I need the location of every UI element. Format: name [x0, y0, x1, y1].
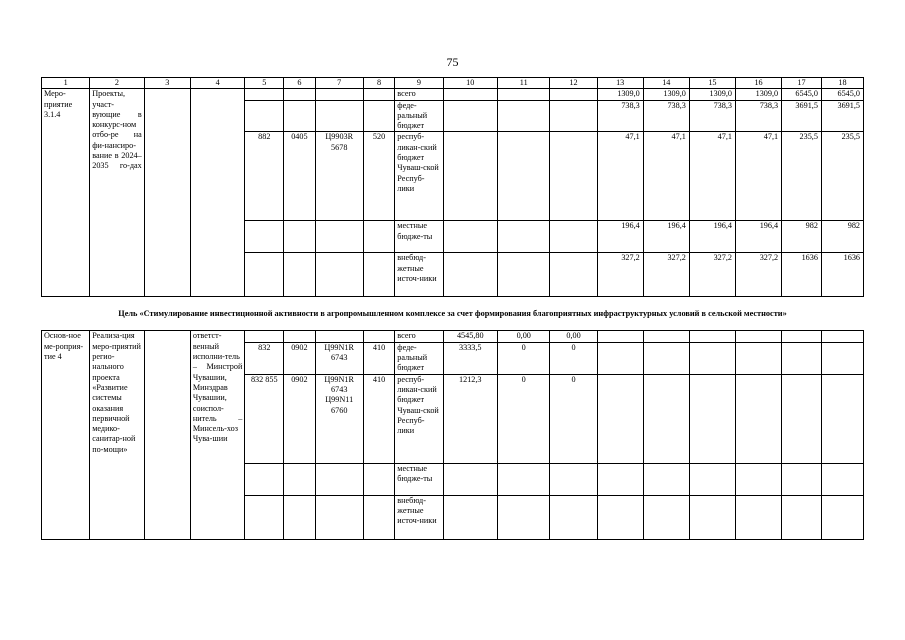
- cell: [363, 495, 394, 539]
- value-cell: 1309,0: [735, 89, 781, 100]
- value-cell: 196,4: [597, 221, 643, 253]
- cell: [443, 132, 498, 221]
- value-cell: 3691,5: [782, 100, 822, 132]
- empty-cell: [190, 89, 245, 297]
- cell: [315, 463, 363, 495]
- value-cell: 0: [550, 374, 597, 463]
- value-cell: 327,2: [597, 253, 643, 297]
- cell: [315, 89, 363, 100]
- budget-table: [41, 77, 864, 540]
- column-header-11: 11: [498, 78, 550, 89]
- value-cell: 327,2: [643, 253, 689, 297]
- cell: [245, 221, 284, 253]
- value-cell: 738,3: [643, 100, 689, 132]
- cell: 520: [363, 132, 394, 221]
- cell: [643, 342, 689, 374]
- empty-cell: [144, 331, 190, 539]
- goal-row: [42, 297, 864, 331]
- cell: [689, 342, 735, 374]
- column-header-18: 18: [821, 78, 863, 89]
- source-cell: феде-ральный бюджет: [395, 100, 443, 132]
- cell: [689, 463, 735, 495]
- measure-code: Меро-приятие 3.1.4: [42, 89, 90, 297]
- cell: [245, 89, 284, 100]
- cell: [498, 100, 550, 132]
- cell: [363, 221, 394, 253]
- cell: [735, 331, 781, 342]
- column-header-8: 8: [363, 78, 394, 89]
- cell: [498, 221, 550, 253]
- cell: 882: [245, 132, 284, 221]
- cell: [245, 331, 284, 342]
- value-cell: 0: [498, 342, 550, 374]
- cell: [689, 331, 735, 342]
- cell: [443, 89, 498, 100]
- cell: 832 855: [245, 374, 284, 463]
- value-cell: 47,1: [735, 132, 781, 221]
- cell: [821, 495, 863, 539]
- cell: [363, 253, 394, 297]
- column-header-7: 7: [315, 78, 363, 89]
- cell: [363, 89, 394, 100]
- value-cell: 196,4: [643, 221, 689, 253]
- source-cell: местные бюдже-ты: [395, 463, 443, 495]
- cell: [284, 253, 315, 297]
- value-cell: 0,00: [498, 331, 550, 342]
- value-cell: 1636: [821, 253, 863, 297]
- source-cell: респуб-ликан-ский бюджет Чуваш-ской Респуб-лики: [395, 374, 443, 463]
- cell: [550, 100, 597, 132]
- value-cell: 3333,5: [443, 342, 498, 374]
- cell: [689, 374, 735, 463]
- cell: 410: [363, 342, 394, 374]
- column-header-12: 12: [550, 78, 597, 89]
- cell: [315, 221, 363, 253]
- value-cell: 196,4: [735, 221, 781, 253]
- cell: 832: [245, 342, 284, 374]
- source-cell: феде-ральный бюджет: [395, 342, 443, 374]
- cell: [443, 253, 498, 297]
- value-cell: 6545,0: [821, 89, 863, 100]
- value-cell: 196,4: [689, 221, 735, 253]
- cell: [315, 253, 363, 297]
- cell: [597, 331, 643, 342]
- value-cell: 47,1: [689, 132, 735, 221]
- value-cell: [443, 495, 498, 539]
- column-header-14: 14: [643, 78, 689, 89]
- column-header-6: 6: [284, 78, 315, 89]
- cell: [284, 331, 315, 342]
- cell: [498, 132, 550, 221]
- header-row: [42, 78, 864, 89]
- cell: [821, 463, 863, 495]
- cell: [550, 221, 597, 253]
- value-cell: 738,3: [597, 100, 643, 132]
- value-cell: [498, 463, 550, 495]
- value-cell: 327,2: [735, 253, 781, 297]
- column-header-1: 1: [42, 78, 90, 89]
- value-cell: 1309,0: [597, 89, 643, 100]
- column-header-17: 17: [782, 78, 822, 89]
- source-cell: внебюд-жетные источ-ники: [395, 253, 443, 297]
- value-cell: 738,3: [689, 100, 735, 132]
- goal-heading: Цель «Стимулирование инвестиционной активности в агропромышленном комплексе за счет формирования благоприятных инфраструктурных условий в сельской местности»: [42, 297, 864, 331]
- value-cell: 1309,0: [643, 89, 689, 100]
- responsible-executor: ответст-венный исполни-тель – Минстрой Чувашии, Минздрав Чувашии, соиспол-нитель – Минсель-хоз Чува-шии: [190, 331, 245, 539]
- cell: Ц9903R 5678: [315, 132, 363, 221]
- value-cell: 6545,0: [782, 89, 822, 100]
- cell: [284, 221, 315, 253]
- source-cell: всего: [395, 89, 443, 100]
- cell: [597, 342, 643, 374]
- value-cell: 327,2: [689, 253, 735, 297]
- cell: [315, 100, 363, 132]
- cell: [821, 331, 863, 342]
- cell: 410: [363, 374, 394, 463]
- value-cell: 47,1: [643, 132, 689, 221]
- cell: [735, 463, 781, 495]
- cell: [550, 89, 597, 100]
- value-cell: [498, 495, 550, 539]
- value-cell: [550, 495, 597, 539]
- value-cell: 4545,80: [443, 331, 498, 342]
- cell: [821, 374, 863, 463]
- source-cell: респуб-ликан-ский бюджет Чуваш-ской Респуб-лики: [395, 132, 443, 221]
- cell: [498, 253, 550, 297]
- cell: [363, 331, 394, 342]
- cell: [284, 463, 315, 495]
- column-header-3: 3: [144, 78, 190, 89]
- value-cell: 1309,0: [689, 89, 735, 100]
- column-header-5: 5: [245, 78, 284, 89]
- cell: [284, 100, 315, 132]
- cell: [821, 342, 863, 374]
- cell: [284, 495, 315, 539]
- column-header-10: 10: [443, 78, 498, 89]
- value-cell: 235,5: [821, 132, 863, 221]
- value-cell: 0: [550, 342, 597, 374]
- cell: [550, 253, 597, 297]
- cell: [782, 331, 822, 342]
- cell: [735, 342, 781, 374]
- cell: Ц99N1R 6743 Ц99N11 6760: [315, 374, 363, 463]
- cell: [597, 463, 643, 495]
- measure-name: Реализа-ция меро-приятий регио-нального проекта «Развитие системы оказания первичной медико-санитар-ной по-мощи»: [90, 331, 145, 539]
- cell: [315, 331, 363, 342]
- value-cell: 0,00: [550, 331, 597, 342]
- cell: [597, 495, 643, 539]
- cell: [643, 331, 689, 342]
- cell: [443, 100, 498, 132]
- cell: [643, 495, 689, 539]
- column-header-13: 13: [597, 78, 643, 89]
- cell: [245, 495, 284, 539]
- cell: [550, 132, 597, 221]
- cell: [643, 463, 689, 495]
- value-cell: [550, 463, 597, 495]
- cell: 0902: [284, 374, 315, 463]
- value-cell: 0: [498, 374, 550, 463]
- source-cell: внебюд-жетные источ-ники: [395, 495, 443, 539]
- table-row: [42, 89, 864, 100]
- cell: [363, 463, 394, 495]
- cell: 0405: [284, 132, 315, 221]
- value-cell: [443, 463, 498, 495]
- cell: [498, 89, 550, 100]
- cell: [245, 253, 284, 297]
- measure-code: Основ-ное ме-роприя-тие 4: [42, 331, 90, 539]
- value-cell: 3691,5: [821, 100, 863, 132]
- cell: [782, 495, 822, 539]
- value-cell: 1636: [782, 253, 822, 297]
- cell: [689, 495, 735, 539]
- value-cell: 982: [782, 221, 822, 253]
- value-cell: 235,5: [782, 132, 822, 221]
- column-header-9: 9: [395, 78, 443, 89]
- cell: Ц99N1R 6743: [315, 342, 363, 374]
- cell: [284, 89, 315, 100]
- source-cell: всего: [395, 331, 443, 342]
- cell: [735, 374, 781, 463]
- cell: [735, 495, 781, 539]
- cell: [315, 495, 363, 539]
- measure-name: Проекты, участ-вующие в конкурс-ном отбо-ре на фи-нансиро-вание в 2024–2035 го-дах: [90, 89, 145, 297]
- cell: [782, 463, 822, 495]
- column-header-4: 4: [190, 78, 245, 89]
- column-header-16: 16: [735, 78, 781, 89]
- empty-cell: [144, 89, 190, 297]
- cell: [245, 463, 284, 495]
- cell: [643, 374, 689, 463]
- cell: [782, 374, 822, 463]
- cell: [782, 342, 822, 374]
- value-cell: 1212,3: [443, 374, 498, 463]
- source-cell: местные бюдже-ты: [395, 221, 443, 253]
- cell: [443, 221, 498, 253]
- value-cell: 47,1: [597, 132, 643, 221]
- value-cell: 982: [821, 221, 863, 253]
- column-header-15: 15: [689, 78, 735, 89]
- column-header-2: 2: [90, 78, 145, 89]
- cell: 0902: [284, 342, 315, 374]
- value-cell: 738,3: [735, 100, 781, 132]
- cell: [597, 374, 643, 463]
- page-number: 75: [446, 55, 459, 69]
- cell: [245, 100, 284, 132]
- table-row: [42, 331, 864, 342]
- cell: [363, 100, 394, 132]
